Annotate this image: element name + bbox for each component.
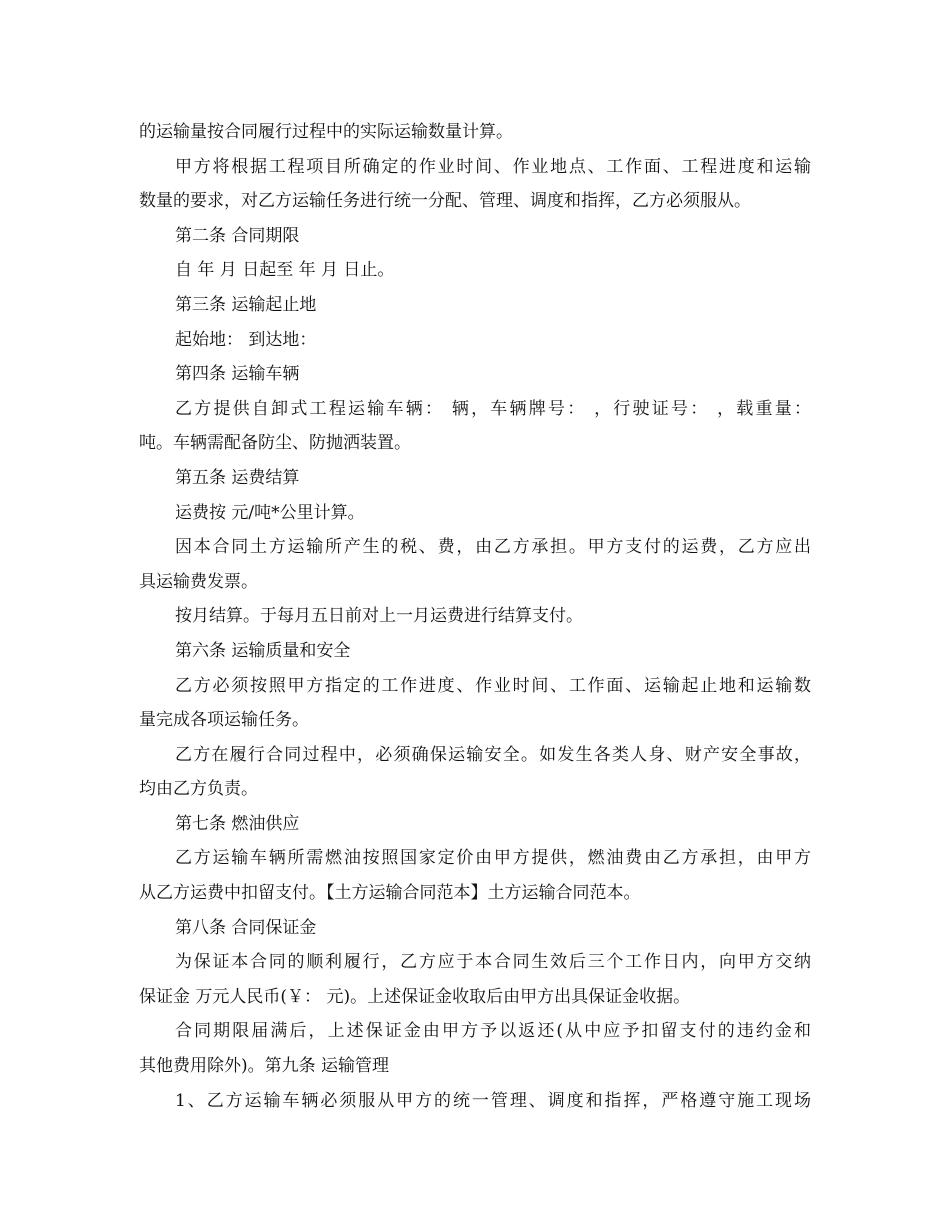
section-heading: 第三条 运输起止地 bbox=[175, 294, 317, 315]
text-line: 保证金 万元人民币(￥： 元)。上述保证金收取后由甲方出具保证金收据。 bbox=[139, 986, 691, 1007]
section-heading: 第八条 合同保证金 bbox=[175, 917, 317, 938]
text-line: 自 年 月 日起至 年 月 日止。 bbox=[175, 260, 395, 281]
text-line: 合同期限届满后，上述保证金由甲方予以返还(从中应予扣留支付的违约金和 bbox=[175, 1021, 811, 1042]
text-line: 乙方在履行合同过程中，必须确保运输安全。如发生各类人身、财产安全事故， bbox=[175, 744, 811, 765]
section-heading: 第四条 运输车辆 bbox=[175, 364, 300, 385]
section-heading: 第五条 运费结算 bbox=[175, 467, 300, 488]
text-line: 按月结算。于每月五日前对上一月运费进行结算支付。 bbox=[175, 606, 583, 627]
text-line: 的运输量按合同履行过程中的实际运输数量计算。 bbox=[139, 122, 513, 142]
text-line: 1、乙方运输车辆必须服从甲方的统一管理、调度和指挥，严格遵守施工现场 bbox=[175, 1090, 811, 1111]
text-line: 量完成各项运输任务。 bbox=[139, 710, 309, 731]
text-line: 起始地： 到达地： bbox=[175, 329, 317, 350]
section-heading: 第二条 合同期限 bbox=[175, 225, 300, 246]
section-heading: 第七条 燃油供应 bbox=[175, 813, 300, 834]
text-line: 吨。车辆需配备防尘、防抛洒装置。 bbox=[139, 433, 411, 454]
contract-text bbox=[139, 115, 811, 1118]
text-line: 数量的要求，对乙方运输任务进行统一分配、管理、调度和指挥，乙方必须服从。 bbox=[139, 191, 751, 212]
text-line: 具运输费发票。 bbox=[139, 571, 258, 592]
text-line: 乙方必须按照甲方指定的工作进度、作业时间、工作面、运输起止地和运输数 bbox=[175, 675, 811, 696]
text-line: 其他费用除外)。第九条 运输管理 bbox=[139, 1056, 390, 1077]
text-line: 均由乙方负责。 bbox=[139, 779, 258, 800]
section-heading: 第六条 运输质量和安全 bbox=[175, 640, 351, 661]
text-line: 为保证本合同的顺利履行，乙方应于本合同生效后三个工作日内，向甲方交纳 bbox=[175, 952, 811, 973]
text-line: 乙方提供自卸式工程运输车辆： 辆，车辆牌号： ，行驶证号： ，载重量： bbox=[175, 398, 811, 419]
text-line: 运费按 元/吨*公里计算。 bbox=[175, 502, 365, 523]
text-line: 从乙方运费中扣留支付。【土方运输合同范本】土方运输合同范本。 bbox=[139, 883, 641, 904]
text-line: 甲方将根据工程项目所确定的作业时间、作业地点、工作面、工程进度和运输 bbox=[175, 156, 811, 177]
text-line: 因本合同土方运输所产生的税、费，由乙方承担。甲方支付的运费，乙方应出 bbox=[175, 537, 811, 558]
text-line: 乙方运输车辆所需燃油按照国家定价由甲方提供，燃油费由乙方承担，由甲方 bbox=[175, 848, 811, 869]
